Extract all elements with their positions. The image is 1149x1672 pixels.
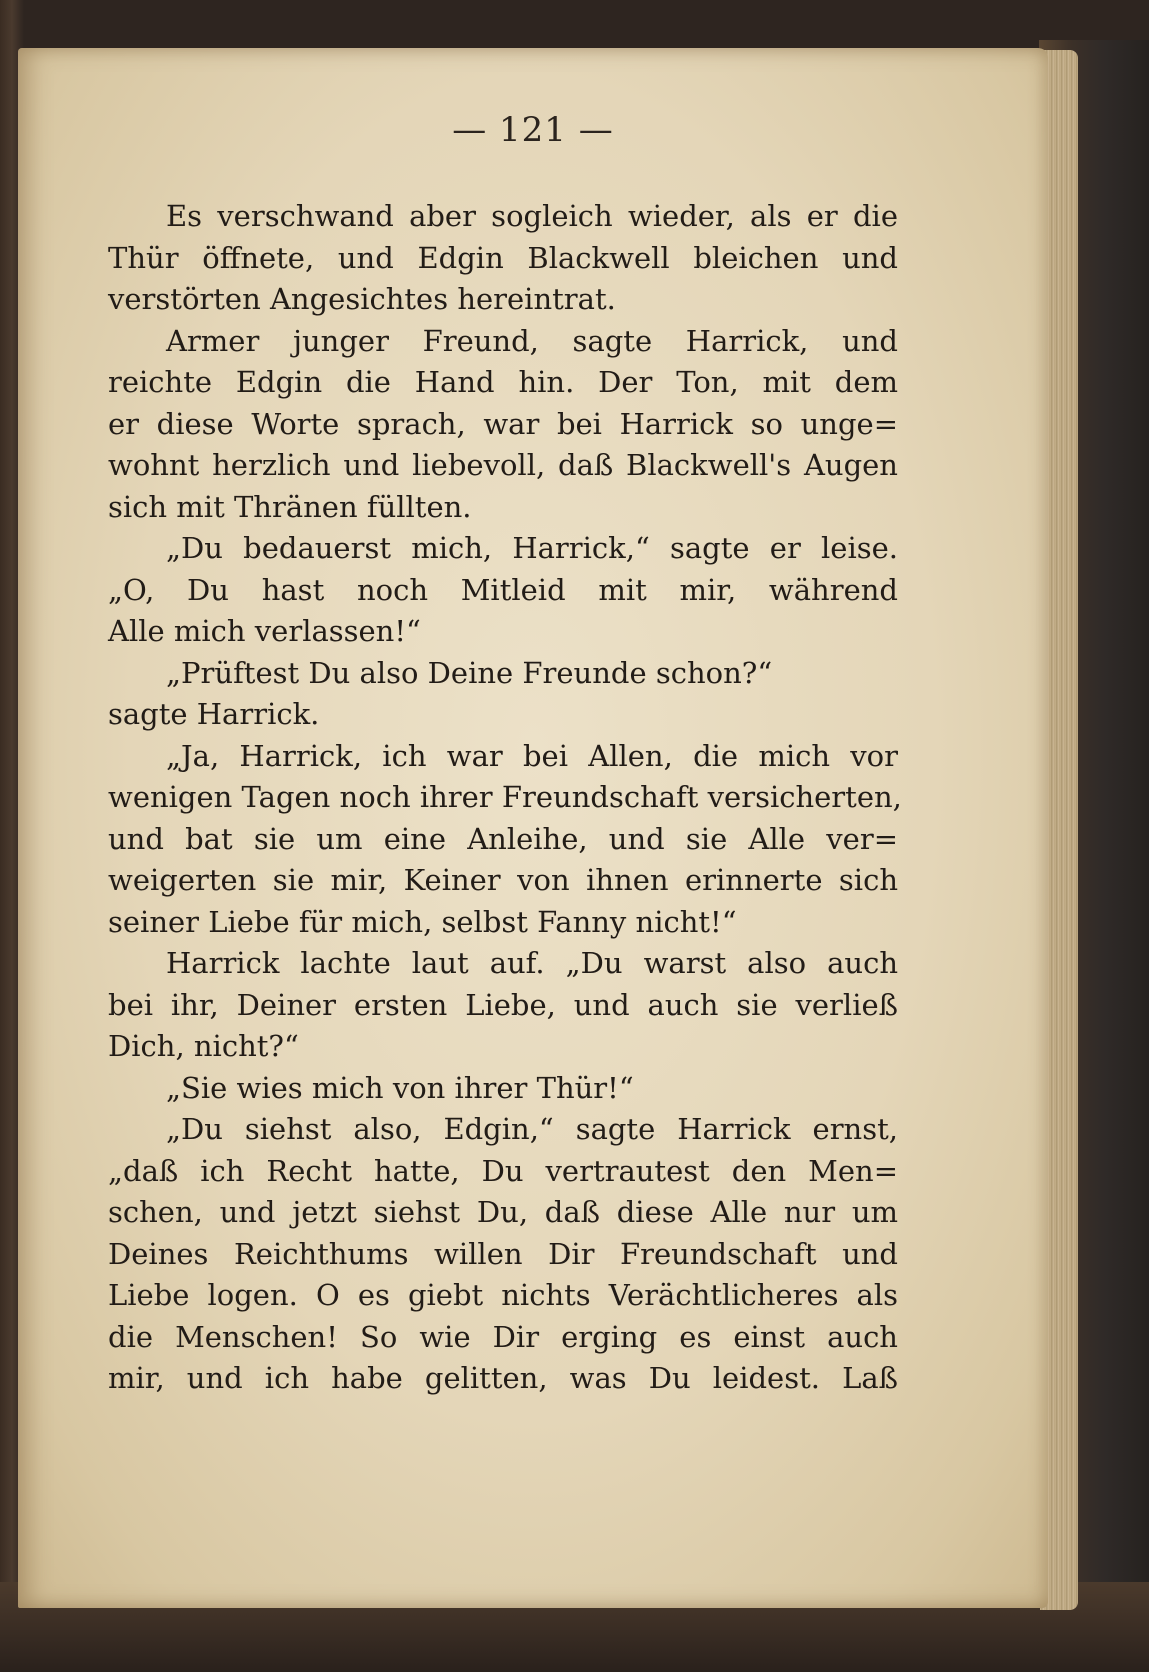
text-line: seiner Liebe für mich, selbst Fanny nicht!“	[108, 904, 737, 939]
text-line: bei ihr, Deiner ersten Liebe, und auch sie verließ	[108, 987, 898, 1022]
text-line: „O, Du hast noch Mitleid mit mir, während	[108, 572, 898, 607]
text-line: „Prüftest Du also Deine Freunde schon?“	[166, 655, 773, 690]
text-line: Harrick lachte laut auf. „Du warst also auch	[166, 946, 898, 980]
text-line: Liebe logen. O es giebt nichts Verächtlicheres als	[108, 1278, 898, 1312]
text-line: „Sie wies mich von ihrer Thür!“	[166, 1070, 634, 1105]
text-line: Armer junger Freund, sagte Harrick, und	[166, 323, 898, 358]
page-number-header: — 121 —	[452, 110, 614, 150]
text-line: Dich, nicht?“	[108, 1029, 299, 1063]
text-line: Deines Reichthums willen Dir Freundschaft und	[108, 1236, 898, 1271]
text-line: sich mit Thränen füllten.	[108, 489, 472, 524]
text-line: reichte Edgin die Hand hin. Der Ton, mit dem	[108, 365, 898, 399]
text-line: „daß ich Recht hatte, Du vertrautest den Men=	[108, 1153, 898, 1188]
page-body-text	[108, 196, 902, 1400]
text-line: er diese Worte sprach, war bei Harrick so unge=	[108, 406, 898, 441]
text-line: wohnt herzlich und liebevoll, daß Blackwell's Augen	[108, 448, 898, 482]
text-line: „Du bedauerst mich, Harrick,“ sagte er leise.	[166, 531, 898, 565]
text-line: die Menschen! So wie Dir erging es einst auch	[108, 1319, 898, 1354]
book-page	[18, 48, 1048, 1608]
text-line: Es verschwand aber sogleich wieder, als er die	[166, 199, 898, 233]
text-line: sagte Harrick.	[108, 697, 320, 731]
text-line: Alle mich verlassen!“	[108, 614, 421, 648]
text-line: und bat sie um eine Anleihe, und sie Alle ver=	[108, 821, 898, 856]
text-line: „Du siehst also, Edgin,“ sagte Harrick ernst,	[166, 1112, 898, 1146]
text-line: verstörten Angesichtes hereintrat.	[108, 282, 616, 316]
text-line: mir, und ich habe gelitten, was Du leidest. Laß	[108, 1361, 898, 1395]
text-line: wenigen Tagen noch ihrer Freundschaft versicherten,	[108, 780, 902, 814]
text-line: weigerten sie mir, Keiner von ihnen erinnerte sich	[108, 863, 898, 897]
text-line: Thür öffnete, und Edgin Blackwell bleichen und	[108, 240, 898, 275]
text-line: schen, und jetzt siehst Du, daß diese Alle nur um	[108, 1195, 898, 1229]
text-line: „Ja, Harrick, ich war bei Allen, die mich vor	[166, 738, 898, 773]
